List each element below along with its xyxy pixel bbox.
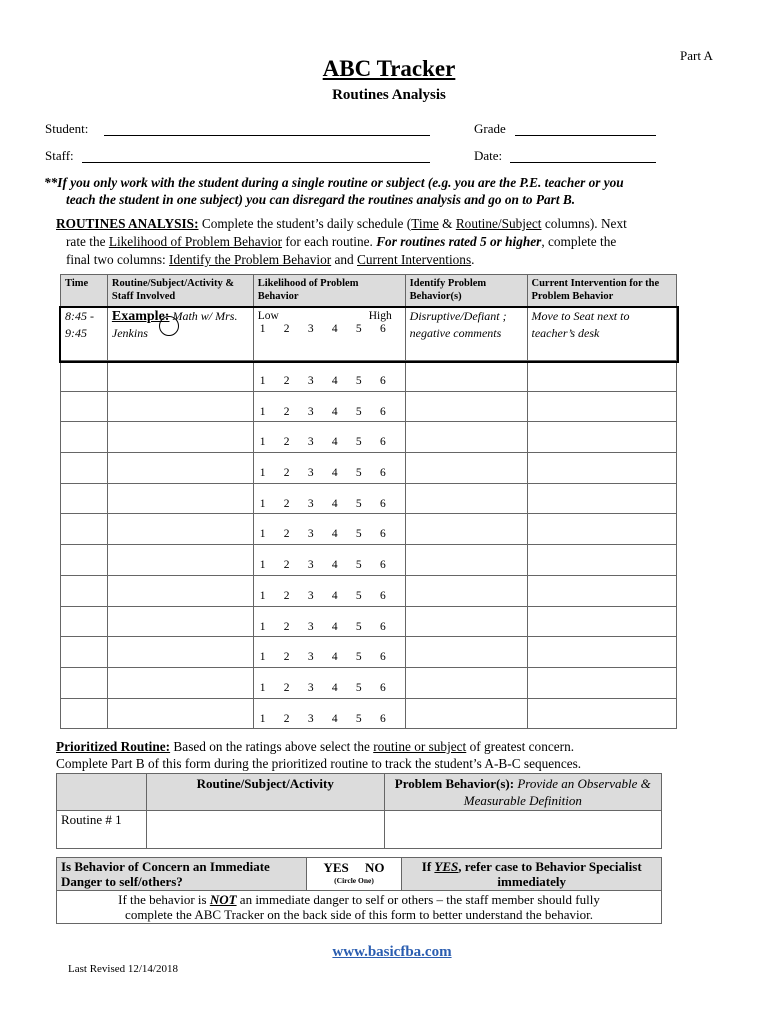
rating-option[interactable]: 4 (331, 405, 338, 418)
rating-option[interactable]: 5 (355, 620, 362, 633)
rating-scale (258, 668, 386, 694)
refer-text: If (421, 859, 435, 874)
intervention-cell[interactable] (527, 514, 677, 545)
rating-option[interactable]: 2 (283, 681, 290, 694)
prioritized-table (56, 773, 662, 849)
time-cell[interactable] (61, 422, 108, 453)
rating-scale (258, 576, 386, 602)
rating-option[interactable]: 3 (307, 467, 314, 480)
yes-option[interactable]: YES (323, 860, 349, 875)
website-link[interactable]: www.basicfba.com (332, 944, 452, 960)
likelihood-cell[interactable] (253, 483, 405, 514)
table-row (61, 575, 677, 606)
col-routine: Routine/Subject/Activity & Staff Involved (107, 275, 253, 308)
rating-option[interactable]: 1 (259, 528, 266, 541)
time-cell[interactable] (61, 637, 108, 668)
rating-option[interactable]: 4 (331, 323, 338, 335)
example-routine (107, 308, 253, 361)
intervention-cell[interactable] (527, 545, 677, 576)
rating-option[interactable]: 5 (355, 681, 362, 694)
routine-cell[interactable] (107, 698, 253, 729)
rating-option[interactable]: 3 (307, 651, 314, 664)
rating-option[interactable]: 3 (307, 620, 314, 633)
routine-cell[interactable] (107, 667, 253, 698)
intervention-cell[interactable] (527, 483, 677, 514)
rating-scale (258, 514, 386, 540)
rating-option[interactable]: 6 (379, 375, 386, 387)
rating-scale (258, 699, 386, 725)
likelihood-cell[interactable] (253, 606, 405, 637)
rating-scale (258, 422, 386, 448)
rating-option[interactable]: 5 (355, 467, 362, 480)
example-label: Example: (111, 309, 170, 324)
behavior-cell[interactable] (405, 698, 527, 729)
rating-option[interactable]: 3 (307, 559, 314, 572)
rating-option[interactable]: 4 (331, 651, 338, 664)
time-cell[interactable] (61, 545, 108, 576)
grade-field[interactable] (515, 121, 656, 136)
behavior-cell[interactable] (405, 361, 527, 392)
rating-option[interactable]: 2 (283, 620, 290, 633)
rating-option[interactable]: 2 (283, 436, 290, 449)
instr-text: columns). Next (541, 216, 627, 231)
prioritized-routine (56, 738, 716, 772)
circle-one-note: (Circle One) (334, 876, 374, 885)
rating-option[interactable]: 1 (259, 497, 266, 510)
rating-option[interactable]: 2 (283, 497, 290, 510)
rating-option[interactable]: 6 (379, 323, 386, 335)
routine-cell[interactable] (107, 545, 253, 576)
instr-text: . (471, 252, 475, 267)
table-row (61, 483, 677, 514)
rating-option[interactable]: 4 (331, 497, 338, 510)
behavior-cell[interactable] (405, 606, 527, 637)
rating-option[interactable]: 6 (379, 559, 386, 572)
intervention-cell[interactable] (527, 453, 677, 484)
behavior-cell[interactable] (405, 453, 527, 484)
rating-option[interactable]: 3 (307, 323, 314, 335)
time-cell[interactable] (61, 391, 108, 422)
likelihood-cell[interactable] (253, 361, 405, 392)
rating-option[interactable]: 2 (283, 405, 290, 418)
rating-option[interactable]: 5 (355, 712, 362, 725)
rating-option[interactable]: 2 (283, 375, 290, 387)
rating-option[interactable]: 6 (379, 681, 386, 694)
behavior-cell[interactable] (405, 391, 527, 422)
routine-cell[interactable] (107, 606, 253, 637)
prio-text: of greatest concern. (466, 739, 575, 754)
rating-option[interactable]: 3 (307, 436, 314, 449)
rating-option[interactable]: 1 (259, 323, 266, 335)
rating-option[interactable]: 6 (379, 712, 386, 725)
col-intervention: Current Intervention for the Problem Behavior (527, 275, 677, 308)
date-label: Date: (474, 148, 503, 163)
rating-scale (258, 392, 386, 418)
instr-text: , complete the (541, 234, 617, 249)
behavior-cell[interactable] (405, 637, 527, 668)
intervention-cell[interactable] (527, 361, 677, 392)
rating-option[interactable]: 2 (283, 323, 290, 335)
rating-scale (258, 361, 386, 387)
instruction-note (44, 174, 724, 208)
prio-text: Based on the ratings above select the (170, 739, 374, 754)
danger-text: an immediate danger to self or others – the staff member should fully (236, 892, 600, 907)
routine-1-input[interactable] (146, 811, 384, 849)
rating-option[interactable]: 2 (283, 467, 290, 480)
danger-question: Is Behavior of Concern an Immediate Danger to self/others? (57, 858, 307, 891)
low-label: Low (257, 310, 279, 322)
rating-option[interactable]: 3 (307, 497, 314, 510)
routine-cell[interactable] (107, 453, 253, 484)
rating-option[interactable]: 6 (379, 651, 386, 664)
likelihood-cell[interactable] (253, 698, 405, 729)
instr-text: Complete the student’s daily schedule ( (198, 216, 412, 231)
rating-option[interactable]: 3 (307, 712, 314, 725)
rating-option[interactable]: 1 (259, 375, 266, 387)
problem-header-desc: Provide an Observable & Measurable Definition (463, 776, 651, 808)
rating-option[interactable]: 3 (307, 681, 314, 694)
behavior-cell[interactable] (405, 422, 527, 453)
danger-table (56, 857, 662, 924)
rating-option[interactable]: 4 (331, 681, 338, 694)
routines-instructions (56, 215, 716, 269)
routine-cell[interactable] (107, 514, 253, 545)
rating-option[interactable]: 6 (379, 528, 386, 541)
example-routine-text: Math w/ Mrs. Jenkins (111, 309, 238, 340)
example-likelihood (253, 308, 405, 361)
rating-option[interactable]: 6 (379, 405, 386, 418)
instr-text: Current Interventions (357, 252, 472, 267)
rating-option[interactable]: 2 (283, 712, 290, 725)
rating-option[interactable]: 3 (307, 405, 314, 418)
instr-text: Routine/Subject (455, 216, 542, 231)
routine-cell[interactable] (107, 483, 253, 514)
time-cell[interactable] (61, 606, 108, 637)
prioritized-label: Prioritized Routine: (56, 739, 171, 754)
instr-text: Time (411, 216, 439, 231)
instr-text: final two columns: (66, 252, 170, 267)
table-row (61, 606, 677, 637)
routine-cell[interactable] (107, 637, 253, 668)
likelihood-cell[interactable] (253, 453, 405, 484)
rating-option[interactable]: 1 (259, 620, 266, 633)
example-row (61, 308, 677, 361)
rating-scale (258, 323, 386, 335)
part-label: Part A (680, 48, 713, 63)
instr-text: Identify the Problem Behavior (169, 252, 332, 267)
student-field[interactable] (104, 121, 430, 136)
instr-text: and (331, 252, 358, 267)
yes-no-choice[interactable] (306, 858, 402, 891)
instr-text: rate the (66, 234, 109, 249)
revised-date: Last Revised 12/14/2018 (68, 963, 178, 975)
table-row (61, 361, 677, 392)
refer-text: YES (434, 859, 459, 874)
likelihood-cell[interactable] (253, 575, 405, 606)
note-line: teach the student in one subject) you can disregard the routines analysis and go on to Part B. (66, 192, 576, 207)
rating-option[interactable]: 4 (331, 467, 338, 480)
routine-cell[interactable] (107, 361, 253, 392)
danger-text: NOT (209, 892, 237, 907)
rating-option[interactable]: 5 (355, 375, 362, 387)
time-cell[interactable] (61, 453, 108, 484)
table-row (61, 453, 677, 484)
rating-option[interactable]: 3 (307, 375, 314, 387)
rating-option[interactable]: 5 (355, 651, 362, 664)
table-row (61, 637, 677, 668)
rating-option[interactable]: 4 (331, 589, 338, 602)
likelihood-cell[interactable] (253, 637, 405, 668)
rating-option[interactable]: 1 (259, 712, 266, 725)
rating-scale (258, 637, 386, 663)
table-row (61, 545, 677, 576)
instr-text: Likelihood of Problem Behavior (108, 234, 283, 249)
danger-note (57, 891, 662, 924)
rating-option[interactable]: 4 (331, 559, 338, 572)
rating-option[interactable]: 2 (283, 528, 290, 541)
behavior-cell[interactable] (405, 483, 527, 514)
rating-option[interactable]: 6 (379, 589, 386, 602)
time-cell[interactable] (61, 483, 108, 514)
date-field[interactable] (510, 148, 656, 163)
time-cell[interactable] (61, 361, 108, 392)
rating-option[interactable]: 1 (259, 589, 266, 602)
table-row (61, 422, 677, 453)
rating-option[interactable]: 5 (355, 497, 362, 510)
likelihood-cell[interactable] (253, 422, 405, 453)
behavior-cell[interactable] (405, 667, 527, 698)
routine-1-label: Routine # 1 (57, 811, 147, 849)
prio-text: routine or subject (373, 739, 467, 754)
routines-table (60, 274, 677, 729)
rating-option[interactable]: 4 (331, 436, 338, 449)
rating-option[interactable]: 5 (355, 559, 362, 572)
example-intervention: Move to Seat next to teacher’s desk (527, 308, 677, 361)
problem-header-text: Problem Behavior(s): (394, 776, 515, 791)
intervention-cell[interactable] (527, 391, 677, 422)
rating-option[interactable]: 5 (355, 436, 362, 449)
rating-option[interactable]: 2 (283, 589, 290, 602)
likelihood-cell[interactable] (253, 545, 405, 576)
table-row (61, 698, 677, 729)
col-routine-subject: Routine/Subject/Activity (146, 774, 384, 811)
rating-option[interactable]: 2 (283, 559, 290, 572)
col-likelihood: Likelihood of Problem Behavior (253, 275, 405, 308)
danger-text: complete the ABC Tracker on the back side of this form to better understand the behavior. (125, 907, 593, 922)
intervention-cell[interactable] (527, 422, 677, 453)
rating-option[interactable]: 4 (331, 375, 338, 387)
no-option[interactable]: NO (365, 860, 385, 875)
routine-cell[interactable] (107, 391, 253, 422)
rating-scale (258, 607, 386, 633)
rating-scale (258, 545, 386, 571)
prio-empty-header (57, 774, 147, 811)
rating-option[interactable]: 6 (379, 436, 386, 449)
intervention-cell[interactable] (527, 606, 677, 637)
staff-label: Staff: (45, 148, 74, 163)
rating-option[interactable]: 6 (379, 467, 386, 480)
instr-text: & (438, 216, 456, 231)
routines-heading: ROUTINES ANALYSIS: (56, 216, 199, 231)
col-problem-behavior (384, 774, 661, 811)
intervention-cell[interactable] (527, 637, 677, 668)
staff-field[interactable] (82, 148, 430, 163)
page-subtitle: Routines Analysis (332, 87, 446, 103)
behavior-cell[interactable] (405, 545, 527, 576)
rating-scale (258, 453, 386, 479)
refer-text: , refer case to Behavior Specialist immediately (458, 859, 642, 889)
high-label: High (368, 310, 392, 322)
rating-option[interactable]: 2 (283, 651, 290, 664)
intervention-cell[interactable] (527, 667, 677, 698)
rating-option[interactable]: 1 (259, 436, 266, 449)
page-title: ABC Tracker (322, 56, 456, 81)
time-cell[interactable] (61, 667, 108, 698)
rating-option[interactable]: 4 (331, 620, 338, 633)
behavior-cell[interactable] (405, 575, 527, 606)
rating-option[interactable]: 6 (379, 620, 386, 633)
rating-option[interactable]: 4 (331, 712, 338, 725)
col-time: Time (61, 275, 108, 308)
instr-text: for each routine. (282, 234, 377, 249)
rating-scale (258, 484, 386, 510)
rating-option[interactable]: 5 (355, 589, 362, 602)
prio-text: Complete Part B of this form during the prioritized routine to track the student’s A-B-C sequences. (56, 756, 582, 771)
rating-option[interactable]: 1 (259, 651, 266, 664)
rating-option[interactable]: 4 (331, 528, 338, 541)
student-label: Student: (45, 121, 89, 136)
rating-circle-mark (159, 316, 179, 336)
rating-option[interactable]: 5 (355, 528, 362, 541)
refer-instruction (402, 858, 662, 891)
intervention-cell[interactable] (527, 698, 677, 729)
example-time: 8:45 - 9:45 (61, 308, 108, 361)
likelihood-cell[interactable] (253, 391, 405, 422)
likelihood-cell[interactable] (253, 667, 405, 698)
table-row (61, 391, 677, 422)
rating-option[interactable]: 5 (355, 405, 362, 418)
time-cell[interactable] (61, 698, 108, 729)
example-behavior: Disruptive/Defiant ; negative comments (405, 308, 527, 361)
likelihood-cell[interactable] (253, 514, 405, 545)
grade-label: Grade (474, 121, 506, 136)
time-cell[interactable] (61, 514, 108, 545)
rating-option[interactable]: 3 (307, 528, 314, 541)
rating-option[interactable]: 1 (259, 467, 266, 480)
problem-1-input[interactable] (384, 811, 661, 849)
rating-option[interactable]: 5 (355, 323, 362, 335)
rating-option[interactable]: 1 (259, 681, 266, 694)
routine-cell[interactable] (107, 575, 253, 606)
table-row (61, 514, 677, 545)
table-row (61, 667, 677, 698)
intervention-cell[interactable] (527, 575, 677, 606)
behavior-cell[interactable] (405, 514, 527, 545)
rating-option[interactable]: 1 (259, 405, 266, 418)
instr-text: For routines rated 5 or higher (376, 234, 542, 249)
time-cell[interactable] (61, 575, 108, 606)
rating-option[interactable]: 6 (379, 497, 386, 510)
rating-option[interactable]: 3 (307, 589, 314, 602)
routine-cell[interactable] (107, 422, 253, 453)
rating-option[interactable]: 1 (259, 559, 266, 572)
danger-text: If the behavior is (118, 892, 210, 907)
note-line: **If you only work with the student during a single routine or subject (e.g. you are the P.E. teacher or you (44, 175, 624, 190)
col-identify: Identify Problem Behavior(s) (405, 275, 527, 308)
